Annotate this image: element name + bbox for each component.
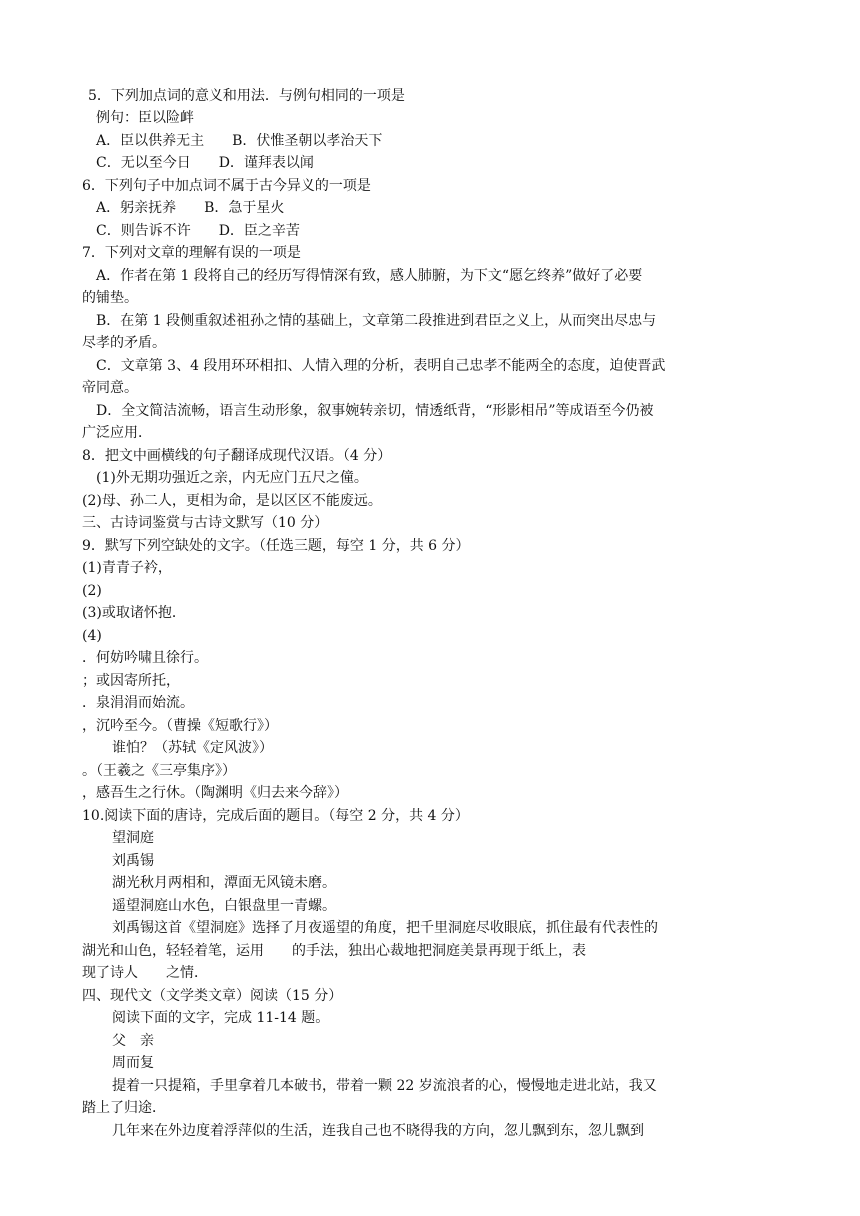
- poem-line-1: 湖光秋月两相和，潭面无风镜未磨。: [112, 875, 336, 891]
- question-9-fragment-1: ．何妨吟啸且徐行。: [82, 650, 208, 666]
- question-10-passage-cont-2: 现了诗人 之情．: [82, 965, 208, 981]
- question-9-fragment-7: ，感吾生之行休。（陶渊明《归去来今辞》）: [82, 785, 348, 801]
- essay-paragraph-1-cont: 踏上了归途．: [82, 1100, 166, 1116]
- question-7-option-d: D．全文简洁流畅，语言生动形象，叙事婉转亲切，情透纸背，“形影相吊”等成语至今仍被: [96, 403, 654, 419]
- question-10-passage: 刘禹锡这首《望洞庭》选择了月夜遥望的角度，把千里洞庭尽收眼底，抓住最有代表性的: [112, 920, 658, 936]
- question-9-fragment-2: ；或因寄所托，: [82, 673, 180, 689]
- poem-author: 刘禹锡: [112, 853, 154, 869]
- question-6-stem: 6．下列句子中加点词不属于古今异义的一项是: [82, 178, 371, 194]
- question-9-fragment-5: 谁怕？（苏轼《定风波》）: [112, 740, 273, 756]
- question-5-options-ab: A．臣以供养无主 B．伏惟圣朝以孝治天下: [96, 133, 383, 149]
- poem-title: 望洞庭: [112, 830, 154, 846]
- question-9-blank-3: (3)或取诸怀抱．: [82, 605, 186, 621]
- question-8-stem: 8．把文中画横线的句子翻译成现代汉语。（4 分）: [82, 448, 392, 464]
- question-5-stem: 5．下列加点词的意义和用法．与例句相同的一项是: [88, 88, 405, 104]
- question-5-options-cd: C．无以至今日 D．谨拜表以闻: [96, 155, 314, 171]
- question-7-option-b-cont: 尽孝的矛盾。: [82, 335, 166, 351]
- question-7-option-d-cont: 广泛应用．: [82, 425, 152, 441]
- question-7-option-c: C．文章第 3、4 段用环环相扣、人情入理的分析，表明自己忠孝不能两全的态度，迫使晋武: [96, 358, 666, 374]
- question-9-fragment-6: 。（王羲之《三亭集序》）: [82, 763, 236, 779]
- question-9-stem: 9．默写下列空缺处的文字。（任选三题，每空 1 分，共 6 分）: [82, 538, 470, 554]
- question-7-stem: 7．下列对文章的理解有误的一项是: [82, 245, 301, 261]
- essay-author: 周而复: [112, 1055, 154, 1071]
- question-5-example: 例句：臣以险衅: [96, 110, 194, 126]
- question-9-blank-2: (2): [82, 583, 102, 599]
- question-8-item-2: (2)母、孙二人，更相为命，是以区区不能废远。: [82, 493, 382, 509]
- section-4-instruction: 阅读下面的文字，完成 11-14 题。: [112, 1010, 330, 1026]
- poem-line-2: 遥望洞庭山水色，白银盘里一青螺。: [112, 898, 336, 914]
- question-9-blank-1: (1)青青子衿，: [82, 560, 172, 576]
- question-7-option-a-cont: 的铺垫。: [82, 290, 138, 306]
- essay-title: 父 亲: [112, 1033, 154, 1049]
- question-7-option-b: B．在第 1 段侧重叙述祖孙之情的基础上，文章第二段推进到君臣之义上，从而突出尽忠与: [96, 313, 657, 329]
- essay-paragraph-1: 提着一只提箱，手里拿着几本破书，带着一颗 22 岁流浪者的心，慢慢地走进北站，我又: [112, 1078, 657, 1094]
- section-4-heading: 四、现代文（文学类文章）阅读（15 分）: [82, 988, 343, 1004]
- section-3-heading: 三、古诗词鉴赏与古诗文默写（10 分）: [82, 515, 329, 531]
- question-9-fragment-3: ．泉涓涓而始流。: [82, 695, 194, 711]
- essay-paragraph-2: 几年来在外边度着浮萍似的生活，连我自己也不晓得我的方向，忽儿飘到东，忽儿飘到: [112, 1123, 644, 1139]
- question-10-passage-cont-1: 湖光和山色，轻轻着笔，运用 的手法，独出心裁地把洞庭美景再现于纸上，表: [82, 943, 586, 959]
- question-7-option-a: A．作者在第 1 段将自己的经历写得情深有致，感人肺腑，为下文“愿乞终养”做好了必要: [96, 268, 643, 284]
- question-9-blank-4: (4): [82, 628, 102, 644]
- question-7-option-c-cont: 帝同意。: [82, 380, 138, 396]
- question-9-fragment-4: ，沉吟至今。（曹操《短歌行》）: [82, 718, 278, 734]
- question-6-options-ab: A．躬亲抚养 B．急于星火: [96, 200, 285, 216]
- question-8-item-1: (1)外无期功强近之亲，内无应门五尺之僮。: [96, 470, 368, 486]
- question-6-options-cd: C．则告诉不许 D．臣之辛苦: [96, 223, 300, 239]
- question-10-stem: 10.阅读下面的唐诗，完成后面的题目。（每空 2 分，共 4 分）: [82, 808, 469, 824]
